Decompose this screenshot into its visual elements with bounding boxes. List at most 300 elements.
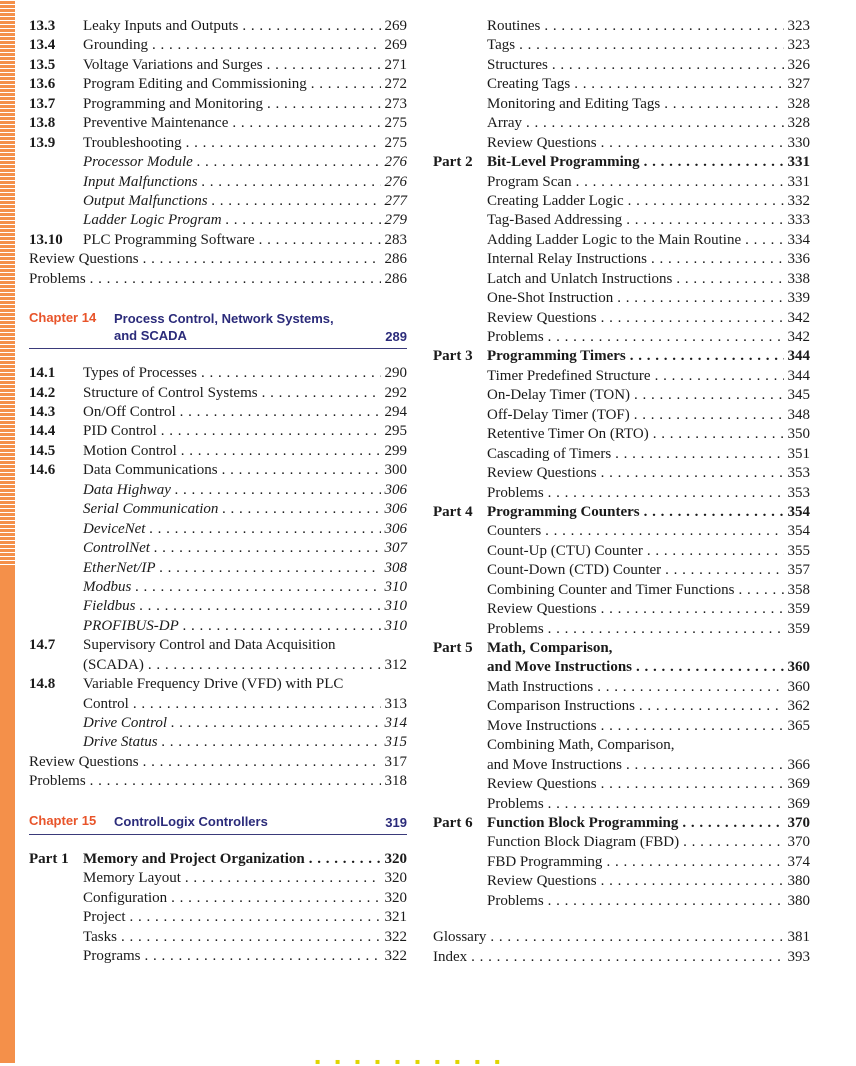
toc-entry[interactable] [433,56,810,75]
toc-entry[interactable] [29,75,407,94]
toc-leader-dots [601,309,784,328]
toc-entry-page: 355 [787,542,810,559]
toc-entry-page: 279 [384,212,407,229]
toc-entry-page: 299 [384,442,407,459]
toc-entry-number: 14.6 [29,462,56,479]
toc-leader-dots [606,853,783,872]
toc-entry-title: Problems [487,329,544,345]
toc-entry[interactable] [433,153,810,172]
toc-entry[interactable] [433,464,810,483]
toc-entry-page: 320 [384,889,407,906]
toc-entry[interactable] [29,17,407,36]
toc-entry-title: FBD Programming [487,853,603,870]
toc-leader-dots [615,445,783,464]
toc-entry-title: Configuration [83,889,168,906]
toc-entry-number: 13.7 [29,95,56,112]
toc-leader-dots [175,481,381,500]
toc-entry[interactable] [433,367,810,386]
toc-leader-dots [154,539,381,558]
toc-entry[interactable] [29,211,407,230]
toc-entry[interactable] [433,134,810,153]
toc-entry-page: 344 [787,348,810,365]
toc-leader-dots [90,772,381,791]
toc-entry-number: 13.4 [29,37,56,54]
toc-entry-page: 332 [787,192,810,209]
toc-entry-title: Ladder Logic Program [83,212,222,229]
toc-leader-dots [145,947,381,966]
toc-entry[interactable] [29,461,407,480]
toc-entry[interactable] [433,309,810,328]
toc-entry-page: 310 [384,598,407,615]
toc-entry[interactable] [29,578,407,597]
toc-entry-page: 359 [787,620,810,637]
toc-entry-page: 272 [384,76,407,93]
toc-leader-dots [161,422,381,441]
chapter-15-label: Chapter 15 [29,812,97,828]
toc-entry-title: Timer Predefined Structure [487,367,651,384]
toc-entry-page: 370 [787,834,810,851]
toc-leader-dots [130,908,381,927]
toc-entry[interactable] [433,717,810,736]
toc-entry-number: 14.3 [29,404,56,420]
toc-entry[interactable] [433,289,810,308]
toc-entry-page: 323 [787,18,810,34]
toc-entry[interactable] [433,192,810,211]
toc-leader-dots [664,95,783,114]
toc-leader-dots [617,289,783,308]
toc-leader-dots [212,192,381,211]
toc-entry[interactable] [29,636,407,655]
toc-entry-title: Problems [487,795,544,812]
toc-entry-number: 13.8 [29,115,56,132]
toc-entry-number: 13.9 [29,134,56,151]
toc-entry[interactable] [29,364,407,383]
toc-entry-number: Part 4 [433,503,473,520]
toc-leader-dots [490,928,783,947]
toc-entry-page: 393 [787,948,810,965]
toc-leader-dots [171,889,380,908]
toc-leader-dots [626,211,783,230]
toc-entry-title: PLC Programming Software [83,231,255,248]
toc-leader-dots [471,948,783,967]
toc-leader-dots [630,347,784,366]
toc-entry-page: 276 [384,154,407,171]
toc-entry-page: 380 [787,873,810,890]
toc-entry[interactable] [433,892,810,911]
toc-entry[interactable] [433,561,810,580]
toc-entry-title: Fieldbus [83,598,136,615]
toc-entry-title: Memory and Project Organization [83,850,305,867]
toc-leader-dots [552,56,784,75]
toc-entry-title: Tasks [83,928,117,945]
toc-leader-dots [639,697,784,716]
toc-entry-title: Variable Frequency Drive (VFD) with PLC [83,676,344,693]
toc-entry[interactable] [433,756,810,775]
toc-entry-title: Review Questions [487,873,597,890]
toc-entry[interactable] [29,520,407,539]
toc-entry-title: Problems [29,270,86,287]
toc-leader-dots [601,717,784,736]
toc-entry-title: Leaky Inputs and Outputs [83,18,239,34]
toc-entry-title: Programs [83,947,141,964]
toc-entry[interactable] [29,714,407,733]
chapter-15-page: 319 [385,814,407,830]
toc-entry-title: Troubleshooting [83,134,182,151]
toc-entry-title: Index [433,948,468,965]
toc-entry-title: Structure of Control Systems [83,384,258,401]
toc-entry[interactable] [29,559,407,578]
toc-entry[interactable] [433,542,810,561]
toc-leader-dots [143,250,381,269]
toc-leader-dots [232,114,380,133]
toc-entry-title: Output Malfunctions [83,192,208,209]
toc-entry-number: 13.5 [29,56,56,73]
toc-leader-dots [548,795,784,814]
chapter-14-label: Chapter 14 [29,310,97,326]
toc-entry-title: One-Shot Instruction [487,290,614,307]
toc-entry[interactable] [433,658,810,677]
toc-entry[interactable] [433,697,810,716]
toc-entry-number: 14.5 [29,442,56,459]
toc-leader-dots [576,173,784,192]
toc-entry-page: 365 [787,717,810,734]
toc-entry-title: On/Off Control [83,404,176,420]
toc-entry[interactable] [29,928,407,947]
toc-entry-page: 320 [384,870,407,887]
toc-entry-page: 307 [384,540,407,557]
toc-entry[interactable] [29,695,407,714]
toc-entry-title: Program Editing and Commissioning [83,76,307,93]
toc-entry[interactable] [29,500,407,519]
toc-entry-title: Drive Status [83,734,158,751]
toc-entry-title: Creating Tags [487,76,571,93]
toc-entry-title: Voltage Variations and Surges [83,56,263,73]
toc-entry[interactable] [433,736,810,755]
toc-entry-title: Combining Counter and Timer Functions [487,581,735,598]
toc-entry[interactable] [433,425,810,444]
toc-leader-dots [636,658,783,677]
toc-entry-page: 306 [384,481,407,498]
toc-entry-page: 354 [787,523,810,540]
toc-entry[interactable] [29,539,407,558]
toc-block-ch15 [29,850,407,967]
toc-entry[interactable] [29,481,407,500]
toc-leader-dots [601,600,784,619]
toc-entry[interactable] [433,173,810,192]
toc-entry[interactable] [433,386,810,405]
toc-entry[interactable] [433,639,810,658]
toc-entry-title: PROFIBUS-DP [83,617,179,634]
toc-entry[interactable] [29,597,407,616]
toc-entry[interactable] [433,522,810,541]
toc-leader-dots [180,403,381,422]
toc-entry-page: 269 [384,18,407,34]
toc-entry-title: ControlNet [83,540,150,557]
toc-entry[interactable] [433,328,810,347]
toc-entry[interactable] [29,231,407,250]
toc-entry-title: Internal Relay Instructions [487,251,647,268]
toc-entry[interactable] [29,753,407,772]
toc-block-ch13 [29,17,407,289]
toc-entry[interactable] [433,250,810,269]
toc-entry[interactable] [433,814,810,833]
toc-entry-title: Problems [487,484,544,501]
toc-leader-dots [262,384,381,403]
toc-entry-title: Memory Layout [83,870,181,887]
toc-entry[interactable] [433,581,810,600]
toc-entry[interactable] [433,872,810,891]
chapter-15-heading [29,813,407,835]
toc-block-ch14 [29,364,407,792]
toc-entry-number: Part 3 [433,348,473,365]
toc-entry[interactable] [29,422,407,441]
toc-entry-page: 300 [384,462,407,479]
toc-entry-title: Tag-Based Addressing [487,212,623,229]
toc-leader-dots [222,500,380,519]
toc-entry-title: Count-Down (CTD) Counter [487,562,662,579]
toc-entry-page: 369 [787,776,810,793]
toc-entry-page: 381 [787,929,810,946]
toc-entry-title: Programming Timers [487,348,626,365]
toc-entry-title: Review Questions [487,465,597,482]
toc-entry-page: 322 [384,947,407,964]
toc-entry-title: Count-Up (CTU) Counter [487,542,643,559]
toc-entry-title: Input Malfunctions [83,173,198,190]
toc-entry[interactable] [29,36,407,55]
toc-entry[interactable] [29,733,407,752]
toc-entry[interactable] [29,403,407,422]
toc-entry[interactable] [29,384,407,403]
toc-entry-title: Counters [487,523,542,540]
toc-entry[interactable] [433,17,810,36]
toc-entry[interactable] [433,211,810,230]
toc-entry-title: Math Instructions [487,678,594,695]
toc-entry-title: Array [487,115,522,132]
toc-entry[interactable] [433,795,810,814]
toc-leader-dots [601,872,784,891]
toc-entry-page: 312 [384,656,407,673]
toc-entry[interactable] [433,484,810,503]
toc-entry-page: 306 [384,520,407,537]
toc-entry[interactable] [29,947,407,966]
toc-leader-dots [202,173,381,192]
toc-entry[interactable] [29,869,407,888]
toc-entry-page: 269 [384,37,407,54]
toc-entry-page: 326 [787,56,810,73]
toc-entry-title: Supervisory Control and Data Acquisition [83,637,336,654]
toc-entry-title: On-Delay Timer (TON) [487,387,631,404]
toc-leader-dots [634,406,784,425]
toc-entry[interactable] [29,617,407,636]
toc-entry-number: 13.10 [29,231,63,248]
toc-leader-dots [548,484,784,503]
toc-leader-dots [267,95,381,114]
toc-entry-title: Project [83,909,126,926]
toc-entry-title: Bit-Level Programming [487,154,640,171]
toc-entry[interactable] [433,114,810,133]
toc-entry-number: Part 2 [433,154,473,171]
toc-entry-title: Combining Math, Comparison, [487,737,675,754]
toc-entry[interactable] [29,173,407,192]
toc-leader-dots [267,56,381,75]
toc-entry[interactable] [29,656,407,675]
toc-entry-number: Part 1 [29,850,69,867]
toc-leader-dots [226,211,381,230]
toc-leader-dots [682,814,783,833]
toc-entry[interactable] [29,153,407,172]
toc-leader-dots [133,695,381,714]
toc-leader-dots [574,75,783,94]
toc-block-ch15-cont [433,17,810,967]
toc-entry[interactable] [433,347,810,366]
toc-entry-page: 310 [384,617,407,634]
toc-entry-title: Problems [487,892,544,909]
toc-entry-title: Off-Delay Timer (TOF) [487,406,630,423]
toc-entry[interactable] [433,620,810,639]
toc-entry-page: 314 [384,715,407,731]
toc-entry[interactable] [29,908,407,927]
toc-entry[interactable] [29,95,407,114]
toc-entry-title: Drive Control [83,715,168,731]
toc-entry[interactable] [433,600,810,619]
toc-entry-title: PID Control [83,423,157,440]
toc-entry-page: 344 [787,367,810,384]
toc-entry-page: 320 [384,850,407,867]
toc-entry-page: 334 [787,231,810,248]
toc-leader-dots [183,617,381,636]
toc-entry-title: Adding Ladder Logic to the Main Routine [487,231,742,248]
toc-leader-dots [745,231,783,250]
toc-entry-page: 353 [787,484,810,501]
toc-leader-dots [159,559,380,578]
toc-entry-title: Tags [487,37,516,54]
toc-entry-title: Review Questions [487,776,597,793]
toc-entry-title: Serial Communication [83,501,219,518]
toc-leader-dots [548,620,784,639]
toc-entry-title: Processor Module [83,154,193,171]
toc-entry[interactable] [433,775,810,794]
toc-entry-title: (SCADA) [83,656,144,673]
toc-entry[interactable] [433,948,810,967]
printer-marks: ▪ ▪ ▪ ▪ ▪ ▪ ▪ ▪ ▪ ▪ [315,1057,507,1066]
toc-entry-title: Review Questions [487,134,597,151]
toc-entry-title: Retentive Timer On (RTO) [487,426,649,443]
toc-entry-page: 380 [787,892,810,909]
toc-entry-title: Programming Counters [487,503,640,520]
toc-entry[interactable] [29,442,407,461]
toc-entry-title: EtherNet/IP [83,559,156,576]
toc-leader-dots [197,153,381,172]
toc-leader-dots [222,461,381,480]
toc-entry[interactable] [433,231,810,250]
toc-entry-number: 13.3 [29,18,56,34]
toc-leader-dots [548,328,784,347]
toc-entry[interactable] [433,36,810,55]
toc-leader-dots [121,928,381,947]
toc-entry[interactable] [29,114,407,133]
toc-entry-page: 275 [384,134,407,151]
toc-entry-title: and Move Instructions [487,756,622,773]
toc-entry[interactable] [433,503,810,522]
toc-leader-dots [597,678,783,697]
toc-entry[interactable] [29,675,407,694]
toc-entry-page: 331 [787,173,810,190]
toc-leader-dots [634,386,783,405]
toc-entry-title: and Move Instructions [487,659,633,676]
chapter-14-title: Process Control, Network Systems, and SCADA [114,311,334,344]
toc-entry[interactable] [29,56,407,75]
toc-entry-title: DeviceNet [83,520,146,537]
toc-entry-title: Problems [487,620,544,637]
toc-leader-dots [149,520,380,539]
toc-leader-dots [162,733,381,752]
toc-entry-page: 336 [787,251,810,268]
toc-entry-title: Modbus [83,578,132,595]
toc-entry-page: 333 [787,212,810,229]
toc-leader-dots [548,892,784,911]
toc-entry[interactable] [433,406,810,425]
toc-entry-page: 331 [787,154,810,171]
toc-entry-page: 306 [384,501,407,518]
toc-entry-page: 366 [787,756,810,773]
toc-entry-page: 275 [384,115,407,132]
toc-entry[interactable] [29,889,407,908]
toc-entry-page: 313 [384,695,407,712]
toc-leader-dots [311,75,381,94]
toc-entry-page: 290 [384,365,407,382]
toc-entry-number: 14.8 [29,676,56,693]
toc-entry[interactable] [29,134,407,153]
toc-entry[interactable] [29,850,407,869]
toc-entry[interactable] [433,95,810,114]
edge-thumb-index [0,0,15,568]
toc-leader-dots [651,250,784,269]
toc-entry-page: 358 [787,581,810,598]
toc-entry[interactable] [29,772,407,791]
toc-entry[interactable] [433,833,810,852]
toc-entry[interactable] [433,75,810,94]
toc-entry[interactable] [433,928,810,947]
toc-entry-page: 277 [384,192,407,209]
toc-leader-dots [152,36,381,55]
toc-entry-number: 14.7 [29,637,56,654]
toc-entry-number: 14.4 [29,423,56,440]
toc-entry-page: 276 [384,173,407,190]
toc-left-column [29,17,407,966]
toc-entry[interactable] [29,270,407,289]
toc-entry-page: 308 [384,559,407,576]
toc-entry[interactable] [433,853,810,872]
toc-entry[interactable] [433,270,810,289]
toc-entry-page: 345 [787,387,810,404]
toc-entry-page: 360 [787,659,810,676]
toc-entry[interactable] [29,250,407,269]
toc-entry[interactable] [433,678,810,697]
toc-entry-title: Motion Control [83,442,177,459]
toc-entry-page: 339 [787,290,810,307]
toc-leader-dots [242,17,380,36]
toc-entry[interactable] [433,445,810,464]
toc-entry-number: 14.2 [29,384,56,401]
toc-entry[interactable] [29,192,407,211]
toc-entry-title: Problems [29,773,86,790]
toc-entry-title: Cascading of Timers [487,445,612,462]
toc-leader-dots [647,542,784,561]
toc-entry-title: Review Questions [29,753,139,770]
chapter-14-page: 289 [385,329,407,345]
toc-leader-dots [185,869,381,888]
toc-leader-dots [171,714,380,733]
